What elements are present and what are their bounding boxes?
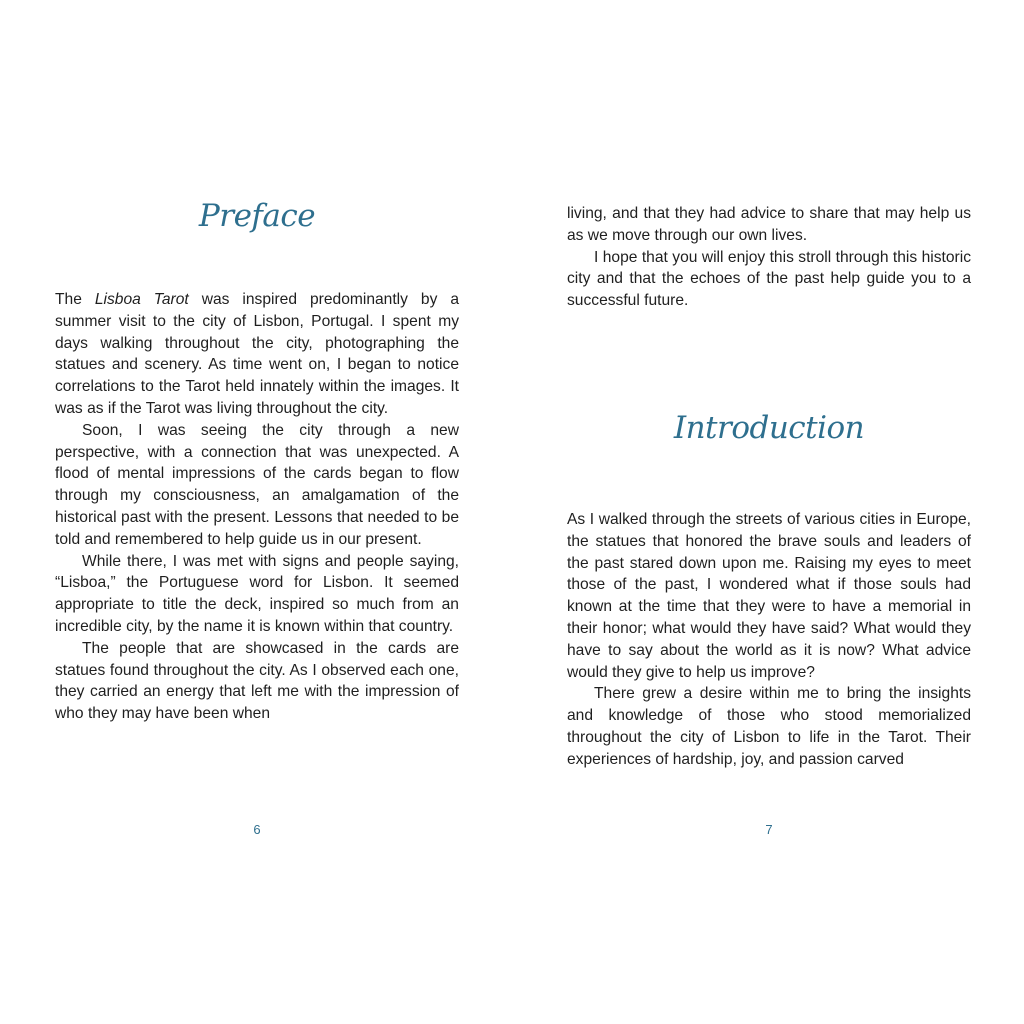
preface-paragraph-2: Soon, I was seeing the city through a new perspective, with a connection that was unexpected. A flood of mental impressions of the cards began to flow through my consciousness, an amalgamation of the historical past with the present. Lessons that needed to be told and remembered to help guide us in our present.	[55, 421, 459, 548]
introduction-paragraph-1: As I walked through the streets of various cities in Europe, the statues that honored the brave souls and leaders of the past stared down upon me. Raising my eyes to meet those of the past, I wondered what if those souls had known at the time that they were to have a memorial in their honor; what would they have said? What would they have to say about the world as it is now? What advice would they give to help us improve?	[567, 511, 971, 681]
preface-paragraph-4: The people that are showcased in the cards are statues found throughout the city. As I observed each one, they carried an energy that left me with the impression of who they may have been when	[55, 639, 459, 723]
page-number-right: 7	[765, 822, 773, 837]
continuation-paragraph-1: living, and that they had advice to share that may help us as we move through our own lives.	[567, 205, 971, 244]
continuation-paragraph-2: I hope that you will enjoy this stroll through this historic city and that the echoes of the past help guide you to a successful future.	[567, 248, 971, 310]
preface-paragraph-1: The Lisboa Tarot was inspired predominantly by a summer visit to the city of Lisbon, Portugal. I spent my days walking throughout the city, photographing the statues and scenery. As time went on, I began to notice correlations to the Tarot held innately within the images. It was as if the Tarot was living throughout the city.	[55, 291, 460, 417]
preface-text	[55, 289, 459, 725]
left-page	[55, 0, 459, 1024]
preface-paragraph-3: While there, I was met with signs and people saying, “Lisboa,” the Portuguese word for Lisbon. It seemed appropriate to title the deck, inspired so much from an incredible city, by the name it is known within that country.	[55, 552, 459, 635]
introduction-heading: Introduction	[673, 410, 865, 446]
page-number-left: 6	[253, 822, 261, 837]
right-page	[567, 0, 971, 1024]
preface-continuation	[567, 203, 971, 312]
preface-heading: Preface	[198, 198, 316, 234]
introduction-text	[567, 509, 971, 771]
book-title-italic: Lisboa Tarot	[94, 291, 189, 308]
introduction-paragraph-2: There grew a desire within me to bring the insights and knowledge of those who stood memorialized throughout the city of Lisbon to life in the Tarot. Their experiences of hardship, joy, and passion carved	[567, 685, 971, 768]
